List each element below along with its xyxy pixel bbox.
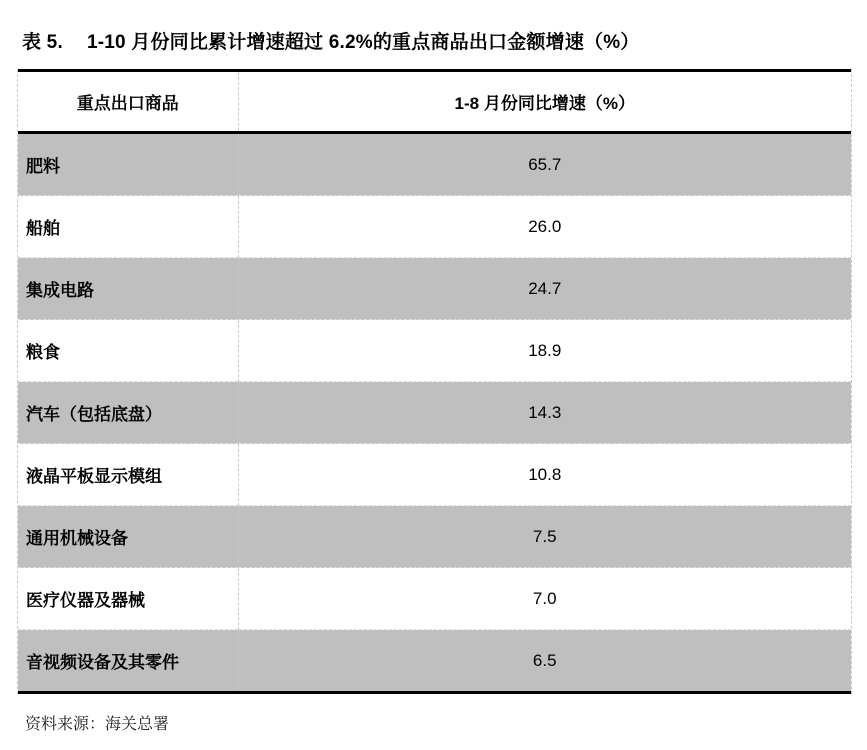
header-growth: 1-8 月份同比增速（%） [238, 71, 851, 133]
page-title [22, 27, 867, 54]
growth-cell: 18.9 [238, 320, 851, 382]
export-growth-table [18, 69, 851, 694]
table-row [18, 320, 851, 382]
table-title-text: 1-10 月份同比累计增速超过 6.2%的重点商品出口金额增速（%） [86, 32, 640, 53]
table-row [18, 196, 851, 258]
commodity-cell: 汽车（包括底盘） [18, 382, 238, 444]
commodity-cell: 肥料 [18, 133, 238, 196]
commodity-cell: 音视频设备及其零件 [18, 630, 238, 693]
growth-cell: 10.8 [238, 444, 851, 506]
commodity-cell: 医疗仪器及器械 [18, 568, 238, 630]
growth-cell: 7.5 [238, 506, 851, 568]
table-row [18, 506, 851, 568]
growth-cell: 24.7 [238, 258, 851, 320]
growth-cell: 6.5 [238, 630, 851, 693]
table-row [18, 382, 851, 444]
table-row [18, 568, 851, 630]
commodity-cell: 液晶平板显示模组 [18, 444, 238, 506]
growth-cell: 65.7 [528, 154, 562, 174]
commodity-cell: 集成电路 [18, 258, 238, 320]
table-header-row [18, 71, 851, 133]
table-row [18, 630, 851, 693]
report-page [0, 27, 867, 750]
data-table-container [17, 69, 852, 694]
growth-cell: 7.0 [238, 568, 851, 630]
table-row [18, 133, 851, 196]
commodity-cell: 粮食 [18, 320, 238, 382]
source-note: 资料来源：海关总署 [25, 716, 170, 733]
table-number-label: 表 5. [22, 32, 63, 53]
table-row [18, 444, 851, 506]
header-commodity: 重点出口商品 [18, 71, 238, 133]
table-body [18, 133, 851, 693]
table-row [18, 258, 851, 320]
commodity-cell: 船舶 [18, 196, 238, 258]
commodity-cell: 通用机械设备 [18, 506, 238, 568]
growth-cell: 14.3 [238, 382, 851, 444]
growth-cell: 26.0 [238, 196, 851, 258]
